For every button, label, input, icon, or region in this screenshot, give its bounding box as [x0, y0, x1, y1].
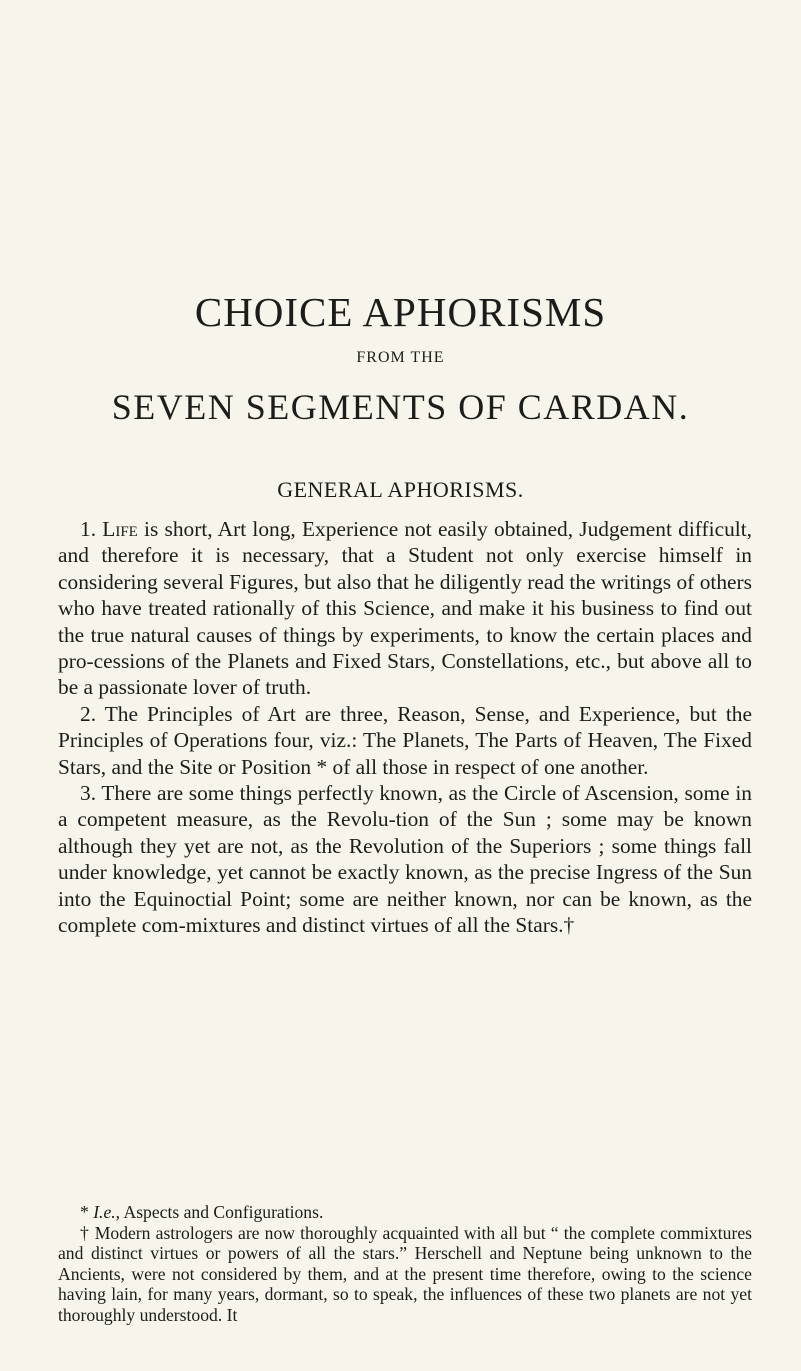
footnote-2: † Modern astrologers are now thoroughly acquainted with all but “ the complete commixtures and distinct virtues or powers of all the stars.” Herschell and Neptune being unknown to the Ancients, were not considered by them, and at the present time therefore, owing to the science having lain, for many years, dormant, so to speak, the influences of these two planets are not yet thoroughly understood. It — [58, 1222, 752, 1325]
section-heading: GENERAL APHORISMS. — [277, 477, 524, 502]
aphorism-1-lead-word: Life — [102, 517, 138, 541]
body-text — [58, 516, 752, 939]
aphorism-1-text: is short, Art long, Experience not easily obtained, Judgement difficult, and therefore it is necessary, that a Student not only exercise himself in considering several Figures, but also that he diligently read the writings of others who have treated rationally of this Science, and make it his business to find out the true natural causes of things by experiments, to know the certain places and pro-cessions of the Planets and Fixed Stars, Constellations, etc., but above all to be a passionate lover of truth. — [58, 517, 753, 700]
title-from: FROM THE — [356, 349, 445, 366]
aphorism-3: 3. There are some things perfectly known, as the Circle of Ascension, some in a competent measure, as the Revolu-tion of the Sun ; some may be known although they yet are not, as the Revolution of the Superiors ; some things fall under knowledge, yet cannot be exactly known, as the precise Ingress of the Sun into the Equinoctial Point; some are neither known, nor can be known, as the complete com-mixtures and distinct virtues of all the Stars.† — [58, 781, 752, 938]
aphorism-1 — [58, 516, 752, 701]
aphorism-1-number: 1. — [80, 517, 103, 541]
title-subtitle: SEVEN SEGMENTS OF CARDAN. — [111, 387, 690, 427]
footnote-1 — [58, 1202, 752, 1223]
footnote-1-abbrev: I.e. — [93, 1202, 116, 1222]
title-main: CHOICE APHORISMS — [194, 289, 607, 335]
aphorism-2: 2. The Principles of Art are three, Reason, Sense, and Experience, but the Principles of Operations four, viz.: The Planets, The Parts of Heaven, The Fixed Stars, and the Site or Position * of all those in respect of one another. — [58, 701, 752, 779]
footnote-1-mark: * — [80, 1202, 94, 1222]
footnote-1-text: , Aspects and Configurations. — [115, 1202, 324, 1222]
footnotes — [58, 1202, 752, 1326]
